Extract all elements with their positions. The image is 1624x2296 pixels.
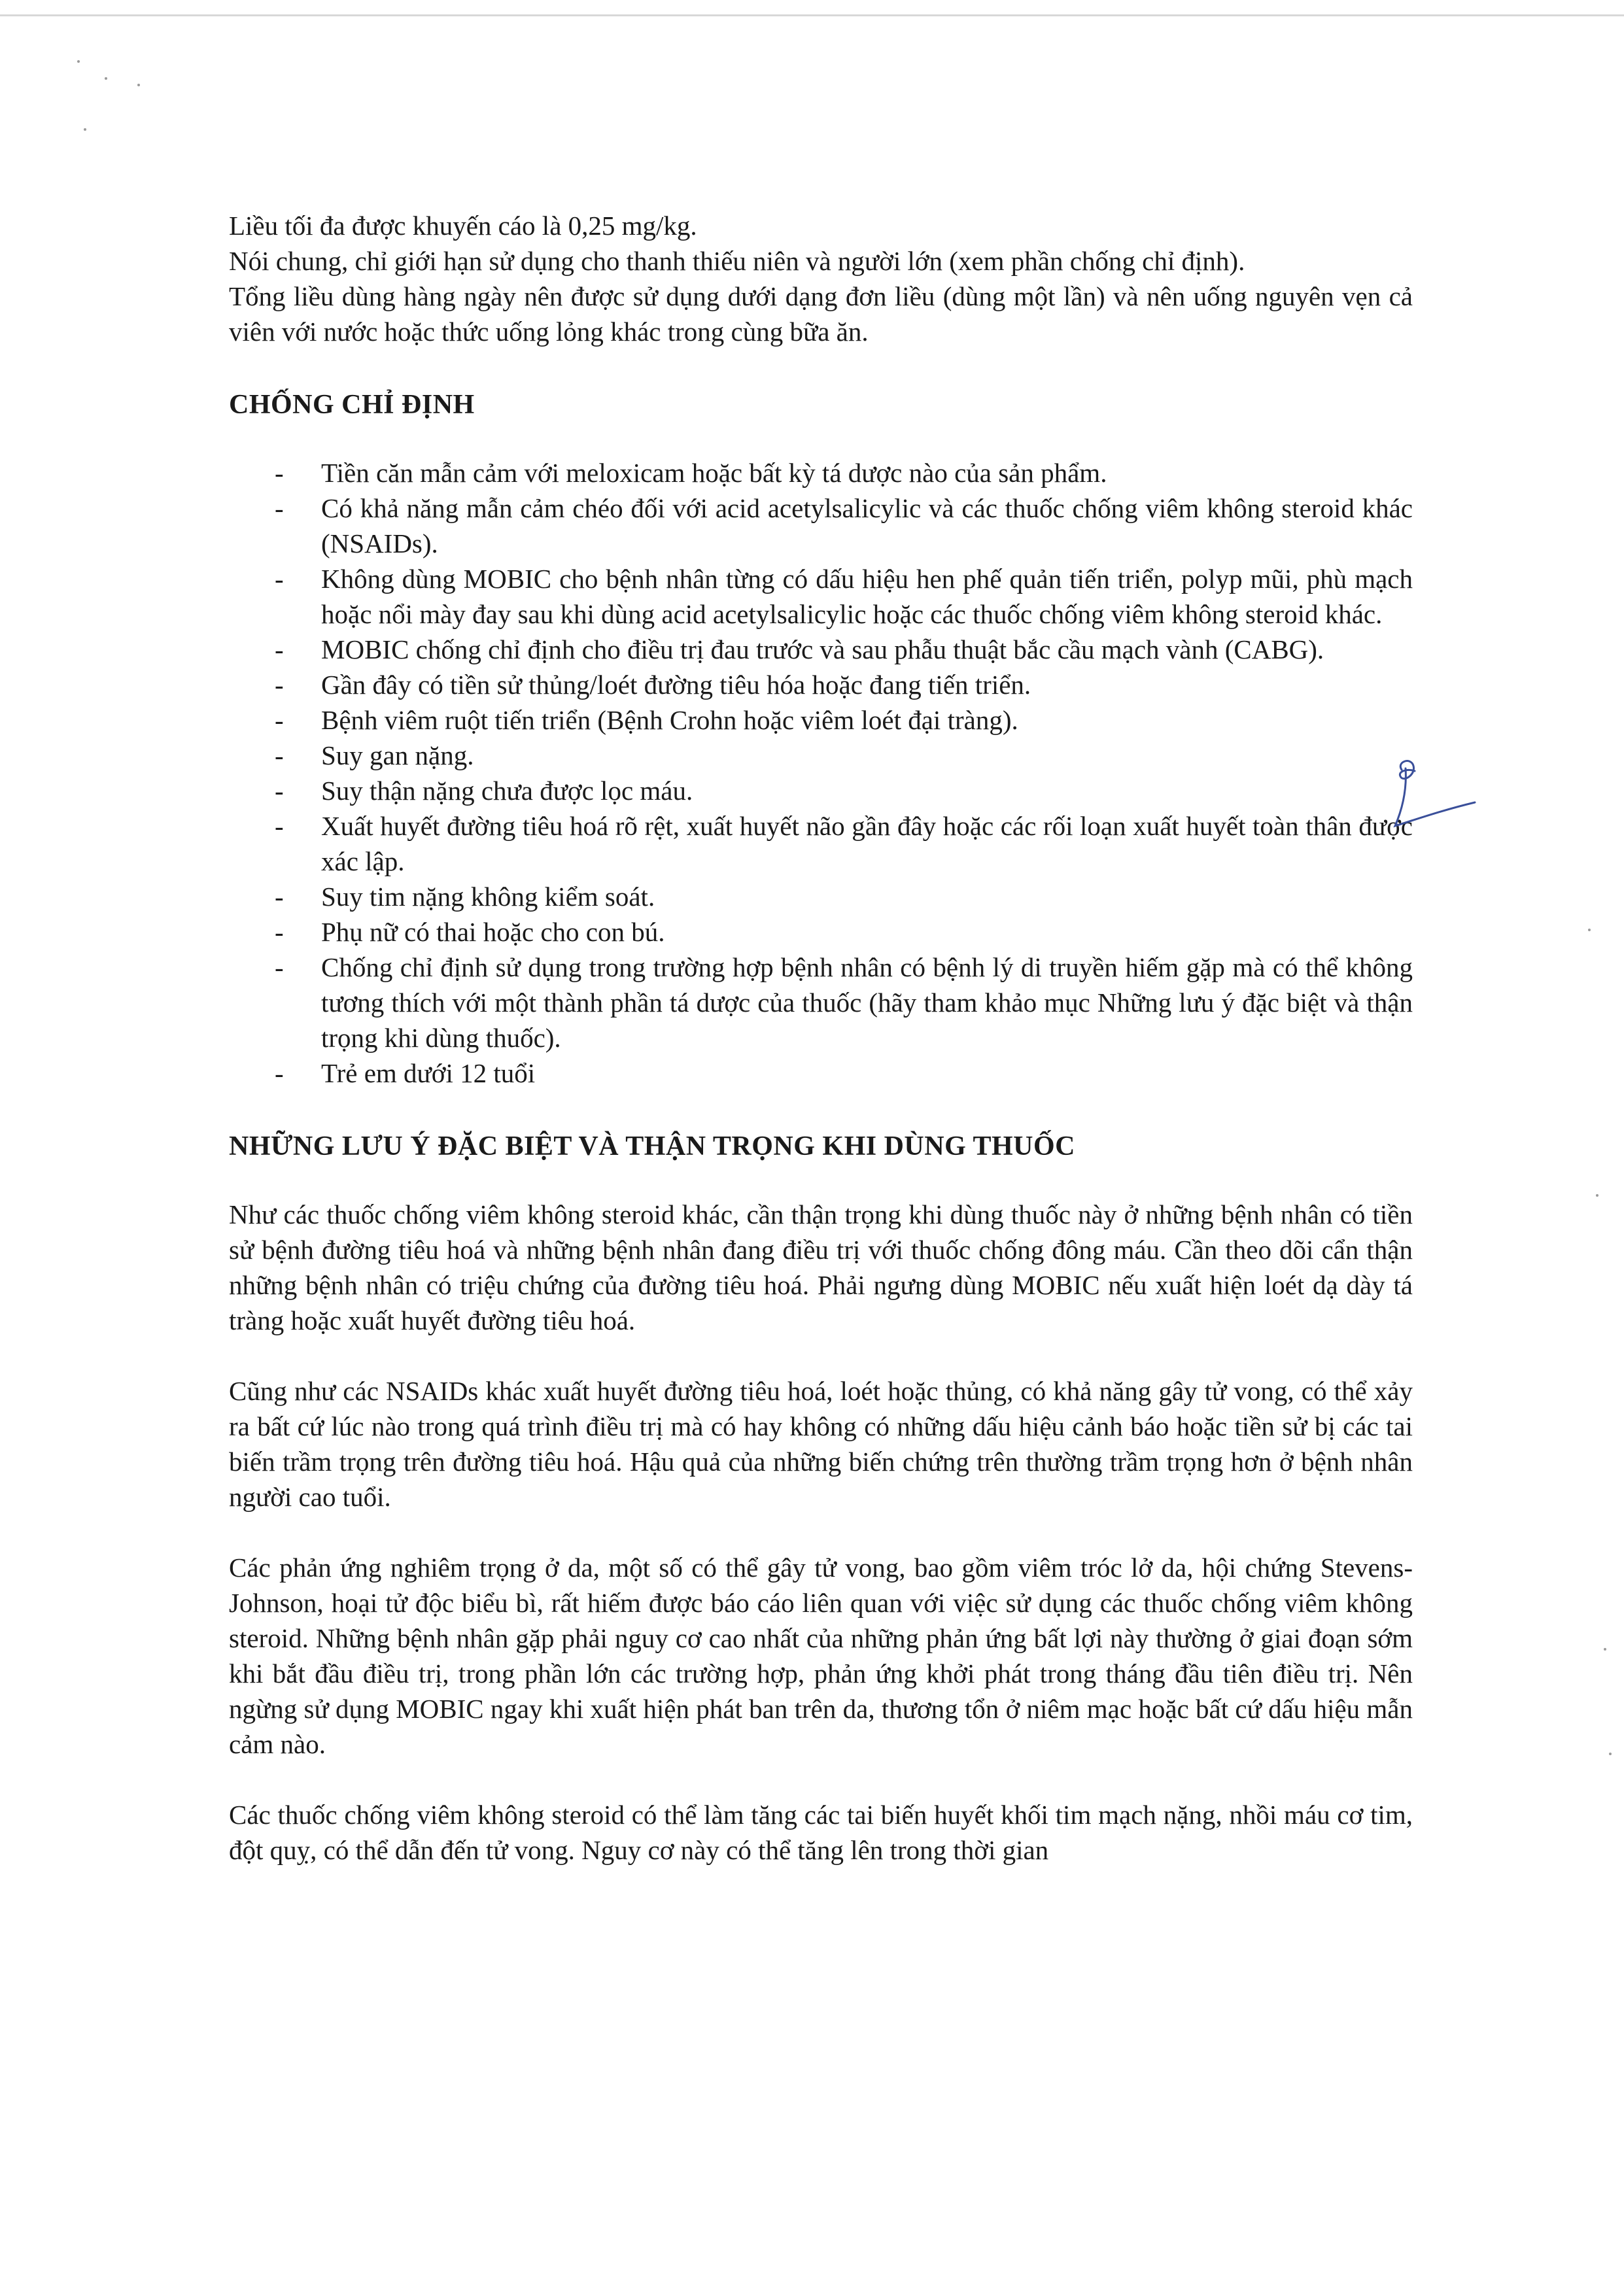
scan-speck bbox=[105, 77, 107, 80]
warnings-paragraph: Các phản ứng nghiêm trọng ở da, một số có thể gây tử vong, bao gồm viêm tróc lở da, hội chứng Stevens-Johnson, hoại tử độc biểu bì, rất hiếm được báo cáo liên quan với việc sử dụng các thuốc chống viêm không steroid. Những bệnh nhân gặp phải nguy cơ cao nhất của những phản ứng bất lợi này thường ở giai đoạn sớm khi bắt đầu điều trị, trong phần lớn các trường hợp, phản ứng khởi phát trong tháng đầu tiên điều trị. Nên ngừng sử dụng MOBIC ngay khi xuất hiện phát ban trên da, thương tổn ở niêm mạc hoặc bất cứ dấu hiệu mẫn cảm nào. bbox=[229, 1552, 1413, 1759]
list-item: - Không dùng MOBIC cho bệnh nhân từng có dấu hiệu hen phế quản tiến triển, polyp mũi, phù mạch hoặc nổi mày đay sau khi dùng acid acetylsalicylic hoặc các thuốc chống viêm không steroid khác. bbox=[229, 561, 1413, 632]
scan-speck bbox=[1609, 1753, 1612, 1755]
list-item: - MOBIC chống chỉ định cho điều trị đau trước và sau phẫu thuật bắc cầu mạch vành (CABG). bbox=[229, 632, 1413, 667]
scan-speck bbox=[137, 84, 140, 86]
scan-top-edge bbox=[0, 14, 1624, 16]
list-item: - Chống chỉ định sử dụng trong trường hợp bệnh nhân có bệnh lý di truyền hiếm gặp mà có thể không tương thích với một thành phần tá dược của thuốc (hãy tham khảo mục Những lưu ý đặc biệt và thận trọng khi dùng thuốc). bbox=[229, 950, 1413, 1055]
list-item: - Phụ nữ có thai hoặc cho con bú. bbox=[229, 914, 1413, 950]
contraindications-heading: CHỐNG CHỈ ĐỊNH bbox=[229, 390, 475, 420]
scan-speck bbox=[1596, 1194, 1598, 1197]
scan-speck bbox=[1588, 929, 1591, 931]
dosage-intro bbox=[229, 208, 1413, 349]
intro-line: Nói chung, chỉ giới hạn sử dụng cho thanh thiếu niên và người lớn (xem phần chống chỉ định). bbox=[229, 246, 1245, 276]
list-item: - Gần đây có tiền sử thủng/loét đường tiêu hóa hoặc đang tiến triển. bbox=[229, 667, 1413, 702]
warnings-heading: NHỮNG LƯU Ý ĐẶC BIỆT VÀ THẬN TRỌNG KHI DÙNG THUỐC bbox=[229, 1131, 1075, 1161]
list-item: - Có khả năng mẫn cảm chéo đối với acid acetylsalicylic và các thuốc chống viêm không steroid khác (NSAIDs). bbox=[229, 490, 1413, 561]
intro-line: Liều tối đa được khuyến cáo là 0,25 mg/kg. bbox=[229, 211, 697, 241]
list-item: - Suy thận nặng chưa được lọc máu. bbox=[229, 773, 1413, 808]
list-item: - Tiền căn mẫn cảm với meloxicam hoặc bất kỳ tá dược nào của sản phẩm. bbox=[229, 455, 1413, 490]
scan-speck bbox=[1604, 1648, 1606, 1651]
list-item: - Suy gan nặng. bbox=[229, 738, 1413, 773]
handwritten-signature bbox=[1377, 742, 1481, 847]
list-item: - Xuất huyết đường tiêu hoá rõ rệt, xuất huyết não gần đây hoặc các rối loạn xuất huyết toàn thân được xác lập. bbox=[229, 808, 1413, 879]
list-item: - Suy tim nặng không kiểm soát. bbox=[229, 879, 1413, 914]
warnings-paragraph: Như các thuốc chống viêm không steroid khác, cần thận trọng khi dùng thuốc này ở những bệnh nhân có tiền sử bệnh đường tiêu hoá và những bệnh nhân đang điều trị với thuốc chống đông máu. Cần theo dõi cẩn thận những bệnh nhân có triệu chứng của đường tiêu hoá. Phải ngưng dùng MOBIC nếu xuất hiện loét dạ dày tá tràng hoặc xuất huyết đường tiêu hoá. bbox=[229, 1199, 1413, 1335]
list-item: - Bệnh viêm ruột tiến triển (Bệnh Crohn hoặc viêm loét đại tràng). bbox=[229, 702, 1413, 738]
scan-speck bbox=[77, 60, 80, 63]
warnings-paragraph: Cũng như các NSAIDs khác xuất huyết đường tiêu hoá, loét hoặc thủng, có khả năng gây tử vong, có thể xảy ra bất cứ lúc nào trong quá trình điều trị mà có hay không có những dấu hiệu cảnh báo hoặc tiền sử bị các tai biến trầm trọng trên đường tiêu hoá. Hậu quả của những biến chứng trên thường trầm trọng hơn ở bệnh nhân người cao tuổi. bbox=[229, 1376, 1413, 1512]
intro-line: Tổng liều dùng hàng ngày nên được sử dụng dưới dạng đơn liều (dùng một lần) và nên uống nguyên vẹn cả viên với nước hoặc thức uống lỏng khác trong cùng bữa ăn. bbox=[229, 281, 1413, 347]
contraindications-list bbox=[229, 455, 1413, 1091]
warnings-paragraph: Các thuốc chống viêm không steroid có thể làm tăng các tai biến huyết khối tim mạch nặng, nhồi máu cơ tim, đột quỵ, có thể dẫn đến tử vong. Nguy cơ này có thể tăng lên trong thời gian bbox=[229, 1800, 1413, 1865]
document-body bbox=[229, 208, 1413, 1868]
list-item: - Trẻ em dưới 12 tuổi bbox=[229, 1055, 1413, 1091]
scan-speck bbox=[84, 128, 86, 131]
